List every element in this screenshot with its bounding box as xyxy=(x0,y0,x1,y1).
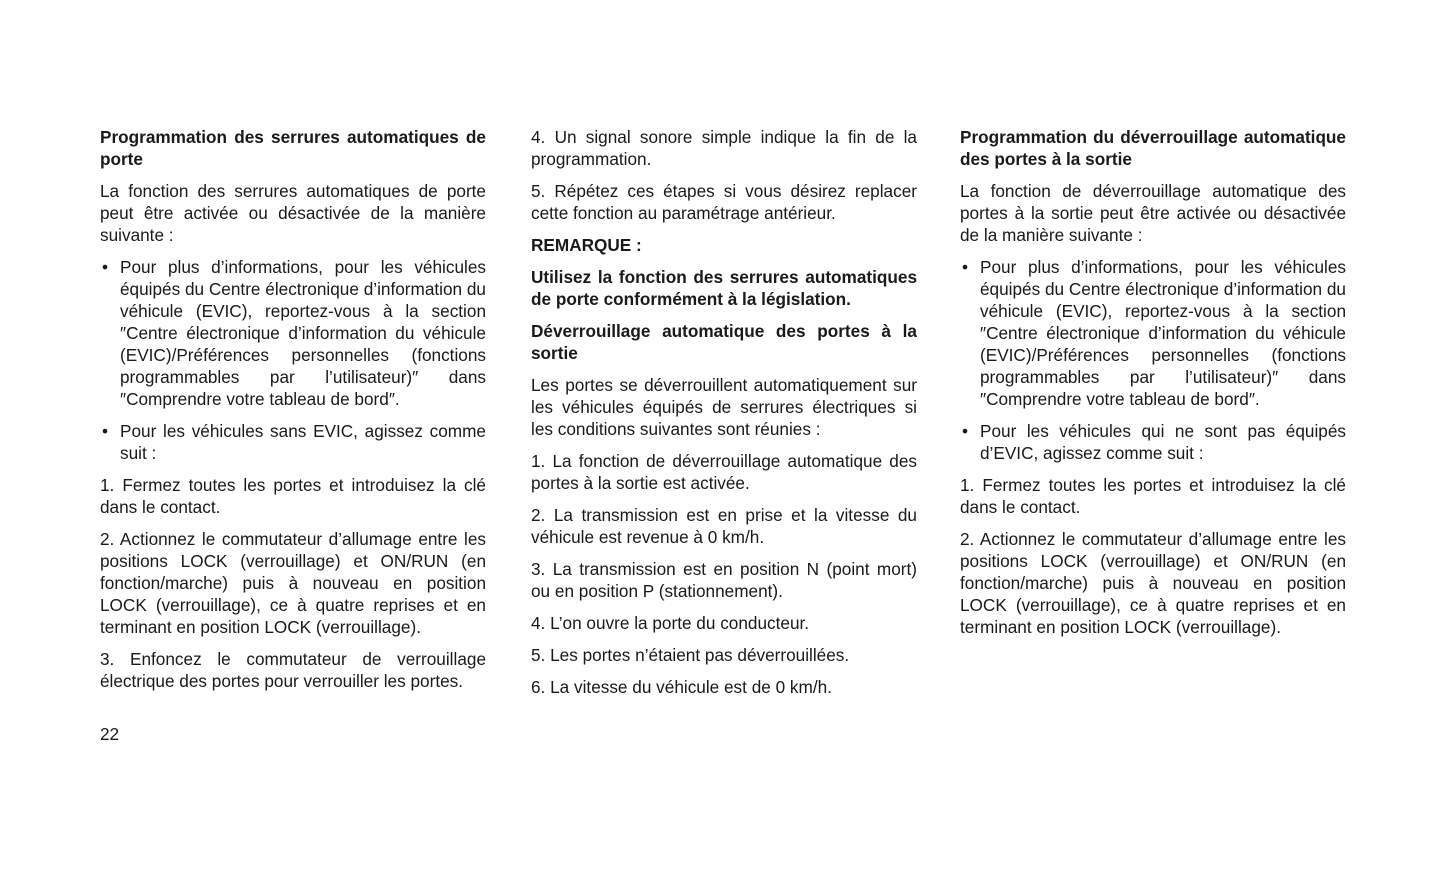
section-intro: La fonction de déverrouillage automatique des portes à la sortie peut être activée ou désactivée de la manière suivante : xyxy=(960,181,1346,245)
bullet-list xyxy=(960,256,1346,464)
section-heading: Programmation du déverrouillage automatique des portes à la sortie xyxy=(960,127,1346,169)
condition-item: 3. La transmission est en position N (point mort) ou en position P (stationnement). xyxy=(531,559,917,601)
condition-item: 4. L’on ouvre la porte du conducteur. xyxy=(531,613,810,633)
column-left xyxy=(100,126,486,702)
step-item: 1. Fermez toutes les portes et introduisez la clé dans le contact. xyxy=(960,475,1346,517)
section-intro: La fonction des serrures automatiques de porte peut être activée ou désactivée de la manière suivante : xyxy=(100,181,486,245)
condition-item: 6. La vitesse du véhicule est de 0 km/h. xyxy=(531,677,832,697)
bullet-list xyxy=(100,256,486,464)
bullet-item: • Pour les véhicules sans EVIC, agissez comme suit : xyxy=(100,420,486,464)
step-item: 1. Fermez toutes les portes et introduisez la clé dans le contact. xyxy=(100,475,486,517)
step-item: 2. Actionnez le commutateur d’allumage entre les positions LOCK (verrouillage) et ON/RUN (en fonction/marche) puis à nouveau en position LOCK (verrouillage), ce à quatre reprises et en terminant en position LOCK (verrouillage). xyxy=(100,529,486,637)
bullet-item: • Pour plus d’informations, pour les véhicules équipés du Centre électronique d’information du véhicule (EVIC), reportez-vous à la section ″Centre électronique d’information du véhicule (EVIC)/Préférences personnelles (fonctions programmables par l’utilisateur)″ dans ″Comprendre votre tableau de bord″. xyxy=(960,256,1346,410)
step-item: 3. Enfoncez le commutateur de verrouillage électrique des portes pour verrouiller les portes. xyxy=(100,649,486,691)
step-item: 4. Un signal sonore simple indique la fin de la programmation. xyxy=(531,127,917,169)
column-right xyxy=(960,126,1346,648)
bullet-item: • Pour les véhicules qui ne sont pas équipés d’EVIC, agissez comme suit : xyxy=(960,420,1346,464)
condition-item: 5. Les portes n’étaient pas déverrouillées. xyxy=(531,645,850,665)
condition-item: 2. La transmission est en prise et la vitesse du véhicule est revenue à 0 km/h. xyxy=(531,505,917,547)
bullet-item: • Pour plus d’informations, pour les véhicules équipés du Centre électronique d’information du véhicule (EVIC), reportez-vous à la section ″Centre électronique d’information du véhicule (EVIC)/Préférences personnelles (fonctions programmables par l’utilisateur)″ dans ″Comprendre votre tableau de bord″. xyxy=(100,256,486,410)
section-heading: Déverrouillage automatique des portes à la sortie xyxy=(531,321,917,363)
column-middle xyxy=(531,126,917,708)
note-title: REMARQUE : xyxy=(531,235,642,255)
step-item: 5. Répétez ces étapes si vous désirez replacer cette fonction au paramétrage antérieur. xyxy=(531,181,917,223)
condition-item: 1. La fonction de déverrouillage automatique des portes à la sortie est activée. xyxy=(531,451,917,493)
page-number: 22 xyxy=(100,724,120,744)
note-body: Utilisez la fonction des serrures automatiques de porte conformément à la législation. xyxy=(531,267,917,309)
section-intro: Les portes se déverrouillent automatiquement sur les véhicules équipés de serrures électriques si les conditions suivantes sont réunies : xyxy=(531,375,917,439)
step-item: 2. Actionnez le commutateur d’allumage entre les positions LOCK (verrouillage) et ON/RUN (en fonction/marche) puis à nouveau en position LOCK (verrouillage), ce à quatre reprises et en terminant en position LOCK (verrouillage). xyxy=(960,529,1346,637)
section-heading: Programmation des serrures automatiques de porte xyxy=(100,127,486,169)
